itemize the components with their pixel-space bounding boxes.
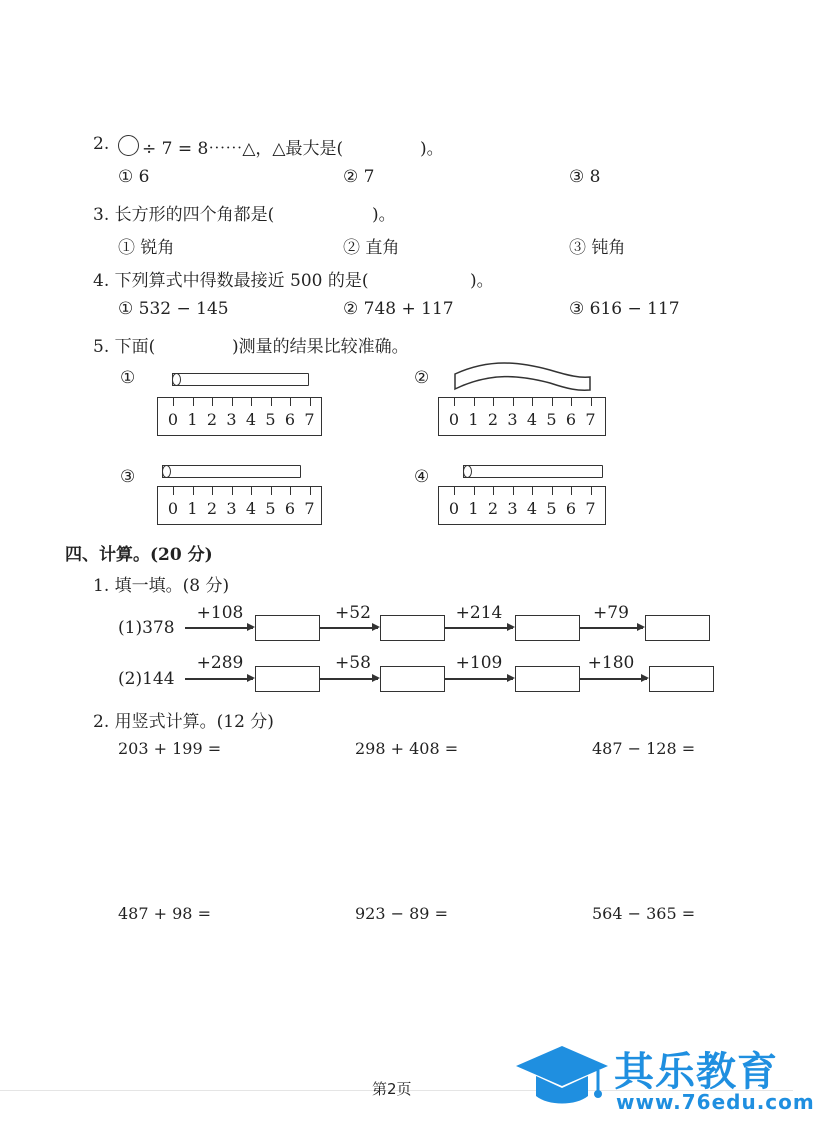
q4-option-3[interactable]: ③ 616 − 117: [569, 299, 680, 319]
fill-row-1-op-4: +79: [593, 603, 629, 623]
fill-title: 1. 填一填。(8 分): [93, 576, 230, 596]
ruler-tick: [474, 398, 475, 406]
ruler-tick: [513, 487, 514, 495]
ruler-number: 3: [226, 410, 237, 429]
rod-3: [162, 465, 301, 478]
ruler-number: 0: [167, 410, 179, 429]
ruler-number: 1: [468, 499, 479, 518]
ruler-tick: [591, 487, 592, 495]
q2-close: )。: [420, 139, 444, 159]
ruler-tick: [290, 398, 291, 406]
arrow-icon: [445, 678, 513, 680]
ruler-number: 0: [448, 410, 460, 429]
ruler-tick: [454, 487, 455, 495]
ruler-number: 0: [167, 499, 179, 518]
fill-row-2-label: (2)144: [118, 669, 175, 689]
q3-option-3[interactable]: ③ 钝角: [569, 238, 626, 258]
q2-option-2[interactable]: ② 7: [343, 167, 375, 187]
calc-3: 487 − 128 =: [592, 739, 696, 758]
ruler-tick: [173, 487, 174, 495]
ruler-number: 7: [585, 499, 596, 518]
ruler-tick: [232, 398, 233, 406]
fill-row-2-box-3[interactable]: [515, 666, 580, 692]
arrow-icon: [185, 678, 253, 680]
ruler-tick: [310, 398, 311, 406]
rod-1: [172, 373, 309, 386]
fill-row-2-box-2[interactable]: [380, 666, 445, 692]
arrow-icon: [580, 678, 647, 680]
ruler-tick: [552, 487, 553, 495]
q4-option-2[interactable]: ② 748 + 117: [343, 299, 454, 319]
vertical-title: 2. 用竖式计算。(12 分): [93, 712, 274, 732]
ruler-3: [157, 486, 322, 525]
calc-1: 203 + 199 =: [118, 739, 222, 758]
ruler-tick: [532, 487, 533, 495]
rod-4: [463, 465, 603, 478]
ruler-number: 1: [187, 499, 198, 518]
ruler-number: 2: [206, 499, 218, 518]
ruler-tick: [493, 487, 494, 495]
ruler-number: 4: [245, 499, 257, 518]
ruler-tick: [251, 487, 252, 495]
ruler-tick: [232, 487, 233, 495]
ruler-number: 3: [507, 499, 518, 518]
q2-number: 2.: [93, 134, 110, 154]
ruler-tick: [290, 487, 291, 495]
ruler-number: 5: [546, 499, 557, 518]
circle-icon: [118, 135, 139, 156]
fill-row-1-label: (1)378: [118, 618, 175, 638]
q3-option-1[interactable]: ① 锐角: [118, 238, 175, 258]
fill-row-2-box-4[interactable]: [649, 666, 714, 692]
fill-row-2-op-3: +109: [455, 653, 503, 673]
logo-url: www.76edu.com: [616, 1090, 815, 1114]
ruler-number: 4: [526, 499, 538, 518]
arrow-icon: [580, 627, 643, 629]
ruler-number: 7: [304, 410, 315, 429]
fill-row-1-op-3: +214: [455, 603, 503, 623]
q5-label-2[interactable]: ②: [414, 368, 430, 388]
ruler-tick: [454, 398, 455, 406]
q3-prompt: 3. 长方形的四个角都是(: [93, 205, 275, 225]
ruler-tick: [212, 487, 213, 495]
ruler-number: 0: [448, 499, 460, 518]
ruler-number: 6: [565, 499, 577, 518]
q2-option-1[interactable]: ① 6: [118, 167, 150, 187]
curved-rod-2: [450, 360, 595, 396]
ruler-tick: [271, 398, 272, 406]
ruler-tick: [251, 398, 252, 406]
ruler-number: 5: [546, 410, 557, 429]
ruler-tick: [173, 398, 174, 406]
q4-prompt: 4. 下列算式中得数最接近 500 的是(: [93, 271, 369, 291]
fill-row-1-box-1[interactable]: [255, 615, 320, 641]
q4-close: )。: [470, 271, 494, 291]
fill-row-1-op-1: +108: [196, 603, 244, 623]
ruler-number: 6: [284, 499, 296, 518]
q5-label-4[interactable]: ④: [414, 467, 430, 487]
ruler-number: 3: [226, 499, 237, 518]
ruler-tick: [193, 398, 194, 406]
fill-row-2-op-2: +58: [335, 653, 371, 673]
ruler-tick: [212, 398, 213, 406]
q2-option-3[interactable]: ③ 8: [569, 167, 601, 187]
section4-title: 四、计算。(20 分): [65, 545, 213, 565]
ruler-tick: [474, 487, 475, 495]
calc-5: 923 − 89 =: [355, 904, 448, 923]
ruler-tick: [513, 398, 514, 406]
ruler-number: 7: [304, 499, 315, 518]
ruler-number: 1: [187, 410, 198, 429]
ruler-tick: [591, 398, 592, 406]
ruler-number: 2: [487, 499, 499, 518]
q5-close: )测量的结果比较准确。: [232, 337, 409, 357]
fill-row-1-op-2: +52: [335, 603, 371, 623]
ruler-2: [438, 397, 606, 436]
fill-row-2-op-4: +180: [587, 653, 635, 673]
q5-prompt: 5. 下面(: [93, 337, 156, 357]
ruler-number: 7: [585, 410, 596, 429]
fill-row-1-box-2[interactable]: [380, 615, 445, 641]
ruler-number: 1: [468, 410, 479, 429]
q4-option-1[interactable]: ① 532 − 145: [118, 299, 229, 319]
logo-name: 其乐教育: [614, 1049, 778, 1095]
ruler-number: 5: [265, 410, 276, 429]
ruler-number: 2: [487, 410, 499, 429]
ruler-tick: [310, 487, 311, 495]
fill-row-1-box-3[interactable]: [515, 615, 580, 641]
arrow-icon: [320, 678, 378, 680]
arrow-icon: [445, 627, 513, 629]
calc-4: 487 + 98 =: [118, 904, 211, 923]
ruler-number: 3: [507, 410, 518, 429]
q3-close: )。: [372, 205, 396, 225]
ruler-tick: [193, 487, 194, 495]
ruler-1: [157, 397, 322, 436]
fill-row-2-op-1: +289: [196, 653, 244, 673]
ruler-number: 2: [206, 410, 218, 429]
graduation-cap-icon: [512, 1040, 610, 1112]
arrow-icon: [185, 627, 253, 629]
q3-option-2[interactable]: ② 直角: [343, 238, 400, 258]
fill-row-1-box-4[interactable]: [645, 615, 710, 641]
ruler-tick: [571, 487, 572, 495]
ruler-tick: [552, 398, 553, 406]
arrow-icon: [320, 627, 378, 629]
ruler-number: 4: [245, 410, 257, 429]
ruler-number: 4: [526, 410, 538, 429]
ruler-4: [438, 486, 606, 525]
ruler-number: 6: [565, 410, 577, 429]
q2-prompt: ÷ 7 = 8⋯⋯△，△最大是(: [142, 139, 344, 159]
ruler-number: 6: [284, 410, 296, 429]
q5-label-3[interactable]: ③: [120, 467, 136, 487]
ruler-number: 5: [265, 499, 276, 518]
page-number: 第2页: [372, 1080, 412, 1098]
ruler-tick: [493, 398, 494, 406]
ruler-tick: [271, 487, 272, 495]
calc-2: 298 + 408 =: [355, 739, 459, 758]
fill-row-2-box-1[interactable]: [255, 666, 320, 692]
ruler-tick: [532, 398, 533, 406]
calc-6: 564 − 365 =: [592, 904, 696, 923]
ruler-tick: [571, 398, 572, 406]
q5-label-1[interactable]: ①: [120, 368, 136, 388]
